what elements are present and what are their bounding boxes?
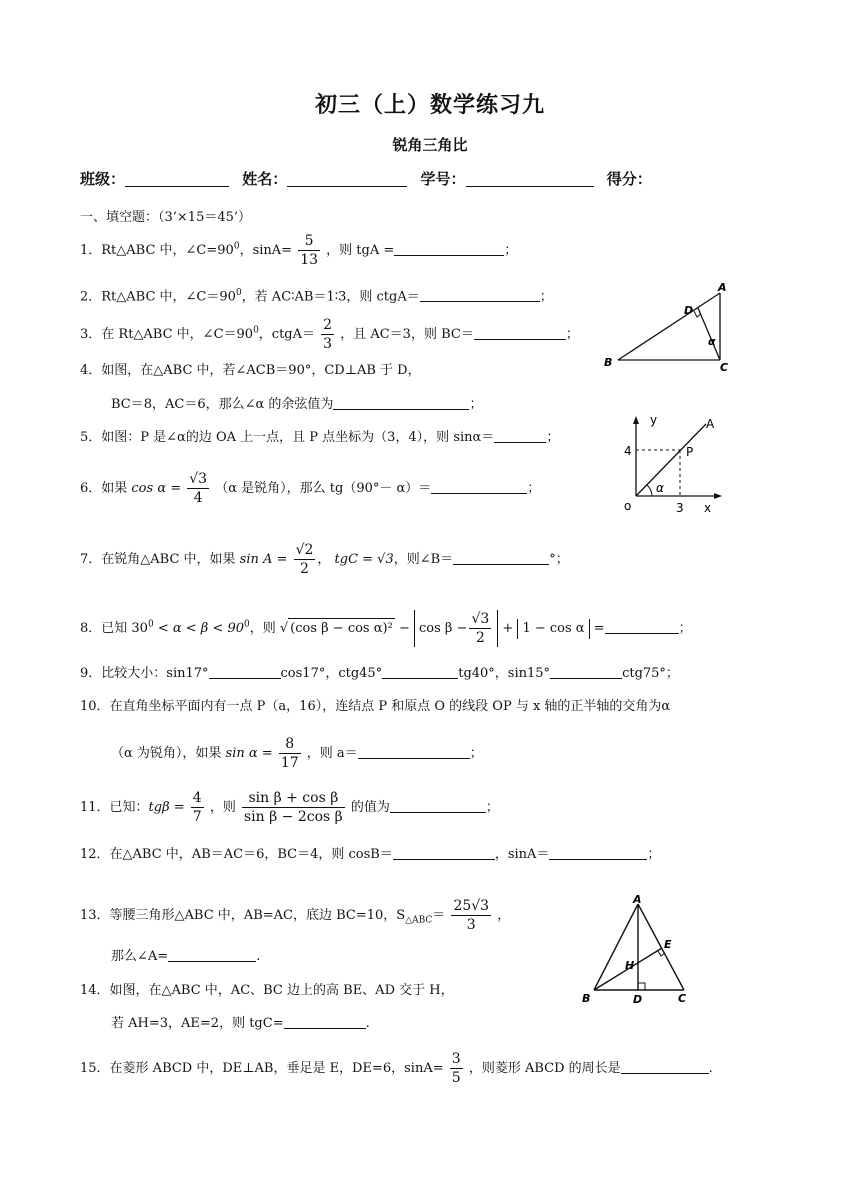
label-E: E [664, 938, 672, 951]
question-3: 3．在 Rt△ABC 中，$\angle C=90^0$，ctgA＝ $\frac{2}{3}$ ，且 AC＝3，则 BC＝ ； [80, 317, 579, 352]
figure-triangle-altitudes [578, 892, 700, 1008]
page-subtitle: 锐角三角比 [392, 136, 468, 154]
answer-blank[interactable] [382, 664, 458, 679]
answer-blank[interactable] [333, 395, 469, 410]
id-blank[interactable] [466, 170, 594, 187]
question-6: 6．如果 cos α = $\frac{√3}{4}$ （α 是锐角），那么 tg（90°－ α）＝ ； [80, 471, 541, 506]
answer-blank[interactable] [621, 1059, 709, 1074]
answer-blank[interactable] [431, 479, 527, 494]
question-10-line-2: （α 为锐角），如果 sin α = $\frac{8}{17}$ ，则 a＝ ； [111, 736, 483, 771]
label-alpha: α [656, 481, 664, 495]
label-y: y [650, 413, 658, 427]
question-14-line-2: 若 AH=3，AE=2，则 tgC= . [111, 1016, 370, 1031]
label-4: 4 [624, 444, 632, 458]
question-11: 11．已知：tgβ = $\frac{4}{7}$ ，则 $\frac{\text{sin β + cos β}}{\text{sin β − 2cos β}}$ 的值为 ； [80, 790, 499, 825]
answer-blank[interactable] [390, 798, 486, 813]
name-label: 姓名： [242, 170, 288, 188]
fraction: $\frac{√3}{4}$ [189, 471, 208, 506]
label-B: B [582, 992, 591, 1005]
label-3: 3 [676, 501, 684, 515]
name-blank[interactable] [287, 170, 407, 187]
answer-blank[interactable] [209, 664, 281, 679]
class-blank[interactable] [125, 170, 229, 187]
fraction: $\frac{4}{7}$ [192, 790, 202, 825]
label-A: A [718, 282, 727, 294]
question-9: 9．比较大小：sin17° cos17°，ctg45° tg40°，sin15° ctg75°； [80, 666, 679, 681]
answer-blank[interactable] [420, 287, 540, 302]
question-8: 8．已知 $30^0 < \alpha < \beta < 90^0$，则 √ (cos β − cos α)² − cos β − $\frac{√3}{2}$ + 1 − cos α = ； [80, 611, 692, 646]
question-2: 2．Rt△ABC 中，$\angle C=90^0$，若 AC∶AB＝1∶3，则 ctgA＝ ； [80, 288, 553, 305]
label-D: D [684, 304, 694, 317]
question-10-line-1: 10．在直角坐标平面内有一点 P（a，16），连结点 P 和原点 O 的线段 OP 与 x 轴的正半轴的交角为α [80, 699, 671, 714]
fraction: $\frac{\text{sin β + cos β}}{\text{sin β − 2cos β}}$ [244, 790, 343, 825]
absolute-value: 1 − cos α [517, 619, 589, 639]
question-7: 7．在锐角△ABC 中，如果 sin A = $\frac{√2}{2}$ ， tgC = √3，则∠B＝ °； [80, 542, 569, 577]
answer-blank[interactable] [494, 428, 546, 443]
id-label: 学号： [420, 170, 466, 188]
student-info-row [80, 168, 800, 189]
label-alpha: α [708, 335, 716, 348]
question-14-line-1: 14．如图，在△ABC 中，AC、BC 边上的高 BE、AD 交于 H， [80, 983, 454, 998]
question-15: 15．在菱形 ABCD 中，DE⊥AB，垂足是 E，DE=6，sinA= $\frac{3}{5}$ ，则菱形 ABCD 的周长是 . [80, 1051, 713, 1086]
label-D: D [633, 993, 643, 1006]
page-title: 初三（上）数学练习九 [314, 93, 545, 118]
fraction: $\frac{√2}{2}$ [295, 542, 314, 577]
question-13: 13．等腰三角形△ABC 中，AB=AC，底边 BC=10，$S_{\triangle ABC}=$ $\frac{25√3}{3}$ ， [80, 898, 511, 933]
answer-blank[interactable] [393, 845, 495, 860]
answer-blank[interactable] [605, 619, 679, 634]
answer-blank[interactable] [474, 325, 566, 340]
fraction: $\frac{5}{13}$ [300, 233, 319, 268]
label-C: C [720, 361, 729, 374]
section-title: 一、填空题：（3’×15＝45’） [80, 210, 252, 225]
label-B: B [604, 356, 613, 369]
question-12: 12．在△ABC 中，AB＝AC＝6，BC＝4，则 cosB＝ ，sinA＝ ； [80, 847, 661, 862]
label-A: A [633, 893, 642, 906]
answer-blank[interactable] [549, 845, 647, 860]
question-1: 1．Rt△ABC 中，$\angle C=90^0$，sinA= $\frac{5}{13}$ ，则 tgA = ； [80, 233, 518, 268]
answer-blank[interactable] [453, 550, 549, 565]
class-label: 班级： [80, 170, 126, 188]
fraction: $\frac{2}{3}$ [323, 317, 333, 352]
label-C: C [678, 992, 687, 1005]
answer-blank[interactable] [284, 1014, 366, 1029]
fraction: $\frac{3}{5}$ [451, 1051, 461, 1086]
label-origin: o [624, 499, 632, 513]
question-4-line-1: 4．如图，在△ABC 中，若∠ACB＝90°，CD⊥AB 于 D， [80, 363, 421, 378]
answer-blank[interactable] [394, 241, 504, 256]
question-13-line-2: 那么∠A= . [111, 949, 261, 964]
fraction: $\frac{8}{17}$ [280, 736, 299, 771]
answer-blank[interactable] [358, 744, 470, 759]
answer-blank[interactable] [168, 947, 256, 962]
score-label: 得分： [606, 170, 652, 188]
absolute-value: cos β − $\frac{√3}{2}$ [414, 610, 498, 647]
label-H: H [625, 959, 635, 972]
figure-coordinate-plane [614, 410, 726, 522]
label-A: A [706, 417, 715, 431]
question-5: 5．如图：P 是∠α的边 OA 上一点，且 P 点坐标为（3，4），则 sinα＝ ； [80, 430, 560, 445]
fraction: $\frac{25√3}{3}$ [453, 898, 490, 933]
label-x: x [704, 501, 712, 515]
figure-right-triangle [598, 282, 738, 374]
question-4-line-2: BC＝8，AC＝6，那么∠α 的余弦值为 ； [111, 397, 483, 412]
label-P: P [686, 445, 694, 459]
answer-blank[interactable] [550, 664, 622, 679]
